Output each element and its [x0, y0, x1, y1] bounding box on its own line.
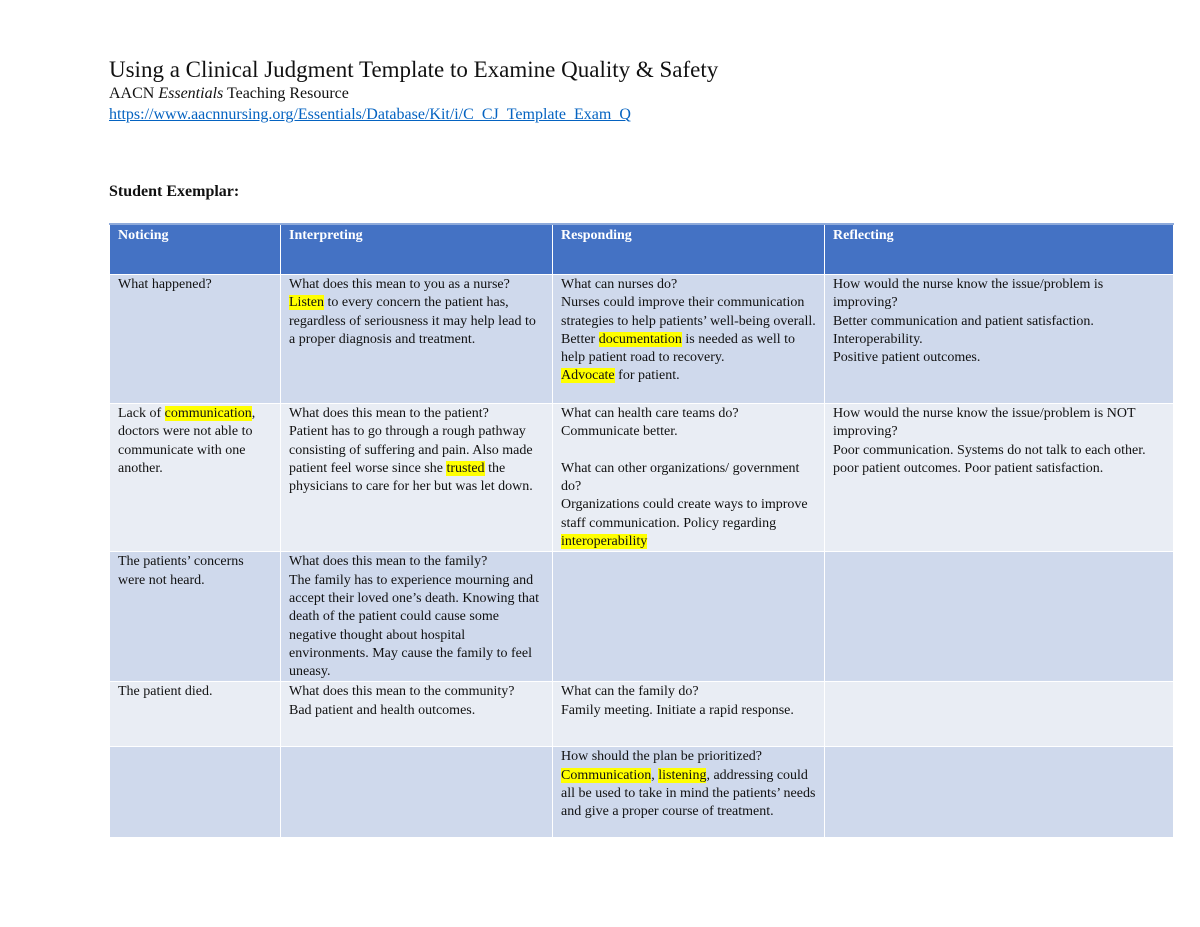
- cell-paragraph: [833, 442, 1165, 479]
- table-row: [110, 747, 1174, 838]
- subtitle-emphasis: Essentials: [158, 85, 224, 102]
- table-cell-noticing: [110, 275, 281, 404]
- cell-text: Poor communication. Systems do not talk to each other. poor patient outcomes. Poor patient satisfaction.: [833, 442, 1146, 476]
- column-header-interpreting: Interpreting: [281, 224, 553, 275]
- cell-text: to every concern the patient has, regardless of seriousness it may help lead to a proper diagnosis and treatment.: [289, 295, 536, 347]
- table-row: [110, 404, 1174, 552]
- clinical-judgment-table: [109, 223, 1174, 838]
- cell-paragraph: [561, 367, 816, 385]
- cell-text: The family has to experience mourning and accept their loved one’s death. Knowing that death of the patient could cause some negative thought about hospital environments. May cause the family to feel uneasy.: [289, 572, 539, 680]
- cell-text: Interoperability.: [833, 331, 923, 347]
- cell-paragraph: [561, 748, 816, 766]
- highlighted-text: Communication: [561, 767, 652, 783]
- cell-paragraph: [561, 460, 816, 497]
- cell-paragraph: [561, 683, 816, 701]
- subtitle-prefix: AACN: [109, 85, 159, 102]
- cell-paragraph: [561, 442, 816, 460]
- table-cell-responding: [553, 552, 825, 682]
- cell-text: , addressing could all be used to take in mind the patients’ needs and give a proper course of treatment.: [561, 767, 816, 820]
- table-cell-interpreting: [281, 275, 553, 404]
- cell-paragraph: [561, 405, 816, 423]
- cell-paragraph: [561, 702, 816, 720]
- column-header-noticing: Noticing: [110, 224, 281, 275]
- cell-paragraph: [118, 405, 272, 478]
- cell-text: What can health care teams do?: [561, 406, 739, 421]
- cell-paragraph: [118, 683, 272, 701]
- table-cell-reflecting: [825, 275, 1174, 404]
- cell-text: Lack of: [118, 406, 165, 421]
- cell-text: The patients’ concerns were not heard.: [118, 554, 244, 588]
- cell-text: Positive patient outcomes.: [833, 350, 981, 366]
- table-cell-responding: [553, 275, 825, 404]
- cell-paragraph: [118, 276, 272, 294]
- highlighted-text: listening: [658, 767, 707, 783]
- cell-text: Organizations could create ways to improve staff communication. Policy regarding: [561, 497, 808, 531]
- document-subtitle: [109, 84, 1173, 103]
- table-cell-interpreting: [281, 682, 553, 747]
- cell-text: Communicate better.: [561, 424, 678, 440]
- table-cell-responding: [553, 682, 825, 747]
- cell-paragraph: [289, 553, 544, 571]
- cell-text: Patient has to go through a rough pathway consisting of suffering and pain. Also made patient feel worse since she: [289, 424, 533, 476]
- highlighted-text: interoperability: [561, 534, 648, 550]
- cell-text: What can the family do?: [561, 684, 699, 700]
- highlighted-text: Advocate: [561, 368, 615, 384]
- document-page: [109, 56, 1173, 820]
- cell-text: Nurses could improve their communication strategies to help patients’ well-being overall. Better: [561, 295, 816, 347]
- cell-text: the physicians to care for her but was let down.: [289, 460, 533, 495]
- highlighted-text: Listen: [289, 295, 324, 311]
- cell-text: Better communication and patient satisfaction.: [833, 313, 1094, 329]
- table-body: [110, 275, 1174, 838]
- cell-text: Bad patient and health outcomes.: [289, 702, 476, 718]
- table-cell-noticing: [110, 404, 281, 552]
- table-cell-reflecting: [825, 747, 1174, 838]
- cell-text: What happened?: [118, 277, 212, 292]
- resource-link[interactable]: https://www.aacnnursing.org/Essentials/Database/Kit/i/C_CJ_Template_Exam_Q: [109, 106, 631, 123]
- column-header-reflecting: Reflecting: [825, 224, 1174, 275]
- highlighted-text: trusted: [446, 460, 485, 476]
- cell-paragraph: [561, 294, 816, 367]
- cell-paragraph: [561, 423, 816, 441]
- table-row: [110, 682, 1174, 747]
- cell-text: The patient died.: [118, 684, 213, 700]
- cell-text: How would the nurse know the issue/problem is improving?: [833, 277, 1104, 311]
- table-cell-interpreting: [281, 552, 553, 682]
- cell-paragraph: [833, 349, 1165, 367]
- cell-paragraph: [561, 276, 816, 294]
- cell-text: What does this mean to the community?: [289, 684, 515, 700]
- table-cell-noticing: [110, 682, 281, 747]
- cell-paragraph: [833, 331, 1165, 349]
- cell-text: for patient.: [614, 368, 680, 384]
- cell-paragraph: [289, 276, 544, 294]
- cell-text: What does this mean to the patient?: [289, 406, 489, 421]
- cell-text: , doctors were not able to communicate with one another.: [118, 406, 256, 476]
- table-cell-interpreting: [281, 747, 553, 838]
- cell-text: is needed as well to help patient road to recovery.: [561, 331, 796, 366]
- subtitle-suffix: Teaching Resource: [223, 85, 349, 102]
- cell-paragraph: [561, 767, 816, 822]
- cell-text: ,: [651, 767, 659, 783]
- cell-paragraph: [833, 313, 1165, 331]
- section-label: Student Exemplar:: [109, 183, 240, 200]
- table-cell-noticing: [110, 552, 281, 682]
- cell-text: What does this mean to you as a nurse?: [289, 277, 510, 292]
- cell-text: How should the plan be prioritized?: [561, 749, 763, 765]
- table-cell-interpreting: [281, 404, 553, 552]
- cell-paragraph: [118, 553, 272, 590]
- document-title: Using a Clinical Judgment Template to Examine Quality & Safety: [109, 57, 719, 82]
- cell-text: Family meeting. Initiate a rapid response.: [561, 702, 794, 718]
- table-cell-responding: [553, 404, 825, 552]
- cell-paragraph: [289, 294, 544, 349]
- table-row: [110, 275, 1174, 404]
- cell-paragraph: [289, 405, 544, 423]
- cell-paragraph: [289, 683, 544, 701]
- highlighted-text: documentation: [598, 331, 682, 347]
- table-cell-noticing: [110, 747, 281, 838]
- cell-paragraph: [289, 572, 544, 682]
- cell-paragraph: [833, 405, 1165, 442]
- cell-text: What does this mean to the family?: [289, 554, 488, 570]
- table-cell-reflecting: [825, 404, 1174, 552]
- table-cell-reflecting: [825, 552, 1174, 682]
- cell-text: How would the nurse know the issue/problem is NOT improving?: [833, 406, 1136, 440]
- cell-text: What can other organizations/ government do?: [561, 460, 800, 495]
- cell-paragraph: [833, 276, 1165, 313]
- cell-paragraph: [289, 702, 544, 720]
- cell-text: What can nurses do?: [561, 277, 678, 292]
- table-row: [110, 552, 1174, 682]
- table-header-row: [110, 224, 1174, 275]
- cell-paragraph: [289, 423, 544, 496]
- table-cell-responding: [553, 747, 825, 838]
- highlighted-text: communication: [164, 406, 252, 421]
- column-header-responding: Responding: [553, 224, 825, 275]
- table-cell-reflecting: [825, 682, 1174, 747]
- cell-paragraph: [561, 496, 816, 551]
